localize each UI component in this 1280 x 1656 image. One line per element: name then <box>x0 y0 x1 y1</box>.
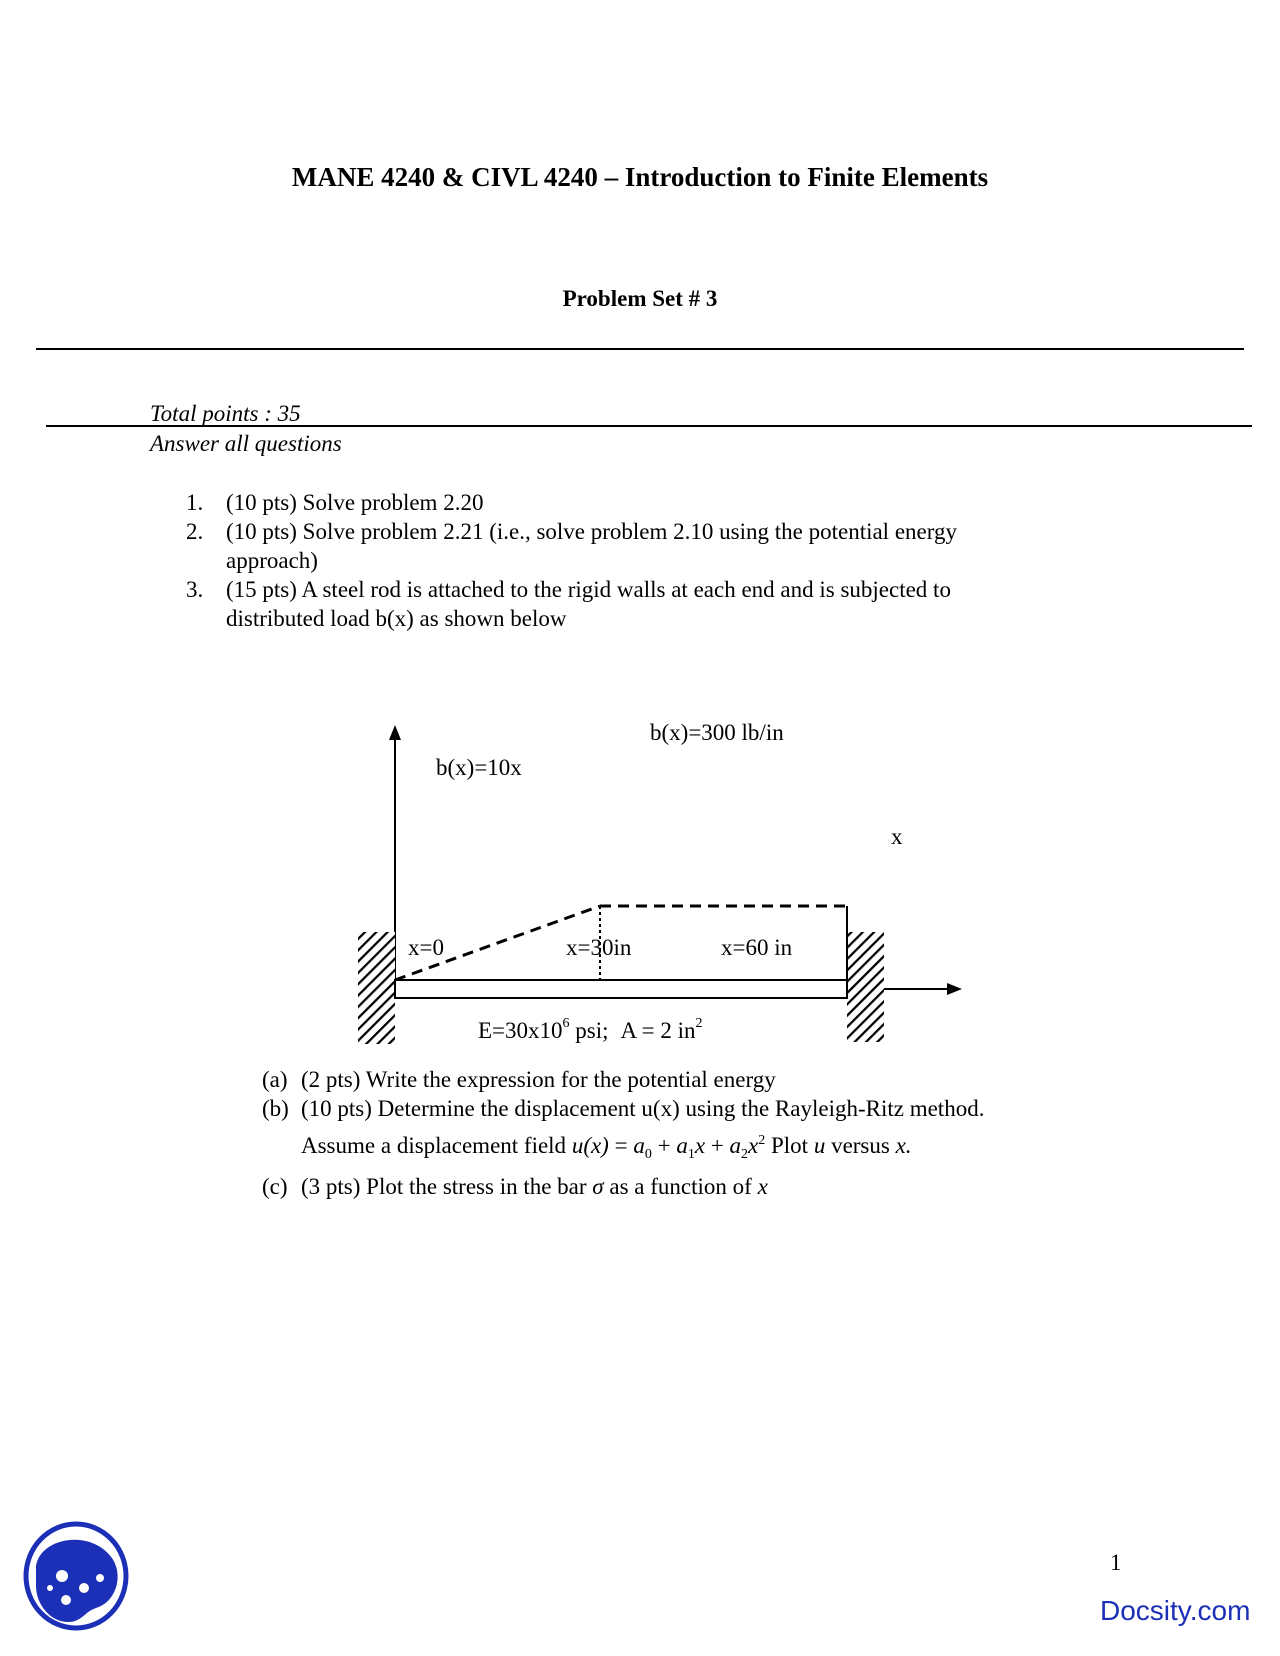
subpart-label: (a) <box>262 1067 288 1092</box>
eq-plus-2: + <box>705 1133 730 1158</box>
divider-bottom <box>46 425 1252 427</box>
subpart-text-mid: as a function of <box>603 1174 758 1199</box>
subpart-b <box>262 1094 1062 1123</box>
instructions: Answer all questions <box>150 431 342 456</box>
left-wall <box>358 932 395 1044</box>
divider-top <box>36 348 1244 350</box>
question-item <box>186 575 1046 633</box>
question-number: 2. <box>186 519 204 544</box>
eq-sup-2: 2 <box>758 1133 766 1148</box>
sigma-symbol: σ <box>592 1174 604 1199</box>
total-points: Total points : 35 <box>150 401 301 426</box>
question-text: (15 pts) A steel rod is attached to the rigid walls at each end and is subjected to distributed load b(x) as shown below <box>226 577 951 631</box>
docsity-brand-link[interactable]: Docsity.com <box>1100 1595 1251 1626</box>
question-text: (10 pts) Solve problem 2.20 <box>226 490 484 515</box>
linear-load-label: b(x)=10x <box>436 755 522 780</box>
x-axis-arrowhead <box>947 983 962 995</box>
subpart-list <box>262 1065 1062 1201</box>
eq-plus-1: + <box>651 1133 677 1158</box>
right-wall <box>847 932 884 1042</box>
modulus-base: E=30x10 <box>478 1018 563 1043</box>
subpart-label: (c) <box>262 1174 288 1199</box>
question-item <box>186 488 1046 517</box>
subpart-a <box>262 1065 1062 1094</box>
subpart-text: (2 pts) Write the expression for the potential energy <box>301 1067 776 1092</box>
assume-text: Assume a displacement field <box>301 1133 572 1158</box>
question-number: 1. <box>186 490 204 515</box>
plot-u: u <box>813 1133 826 1158</box>
plot-prefix: Plot <box>765 1133 814 1158</box>
position-label-end: x=60 in <box>721 935 793 960</box>
problem-set-title: Problem Set # 3 <box>562 286 718 311</box>
plot-x: x. <box>895 1133 912 1158</box>
constant-load-label: b(x)=300 lb/in <box>650 720 784 745</box>
eq-var-x2: x <box>748 1133 759 1158</box>
eq-coef-a0: a <box>633 1133 645 1158</box>
eq-sub-0: 0 <box>644 1147 652 1162</box>
docsity-logo-icon <box>20 1518 132 1636</box>
plot-mid: versus <box>825 1133 896 1158</box>
question-number: 3. <box>186 577 204 602</box>
question-item <box>186 517 1046 575</box>
subpart-label: (b) <box>262 1096 289 1121</box>
position-label-mid: x=30in <box>566 935 632 960</box>
subpart-text: (10 pts) Determine the displacement u(x) using the Rayleigh-Ritz method. <box>301 1096 985 1121</box>
eq-sub-2: 2 <box>741 1147 749 1162</box>
question-list <box>186 488 1046 633</box>
position-label-start: x=0 <box>408 935 444 960</box>
eq-coef-a2: a <box>729 1133 742 1158</box>
question-text: (10 pts) Solve problem 2.21 (i.e., solve problem 2.10 using the potential energy approach) <box>226 519 957 573</box>
eq-lhs: u(x) <box>571 1133 609 1158</box>
y-axis-arrowhead <box>389 725 401 740</box>
area-exponent: 2 <box>695 1016 703 1031</box>
displacement-field-line <box>262 1126 1062 1169</box>
subpart-text: (3 pts) Plot the stress in the bar <box>301 1174 593 1199</box>
eq-var-x1: x <box>694 1133 706 1158</box>
steel-rod <box>395 980 847 998</box>
modulus-unit: psi; <box>569 1018 609 1043</box>
subpart-c <box>262 1172 1062 1201</box>
area-base: A = 2 in <box>620 1018 696 1043</box>
eq-coef-a1: a <box>676 1133 688 1158</box>
material-properties <box>478 1016 702 1043</box>
x-axis-label: x <box>891 824 903 849</box>
subpart-var: x <box>757 1174 768 1199</box>
page-number: 1 <box>1110 1550 1122 1575</box>
eq-equals: = <box>608 1133 634 1158</box>
document-title: MANE 4240 & CIVL 4240 – Introduction to Finite Elements <box>291 162 989 192</box>
eq-sub-1: 1 <box>687 1147 695 1162</box>
rod-load-figure <box>340 650 970 1060</box>
modulus-exponent: 6 <box>562 1016 570 1031</box>
